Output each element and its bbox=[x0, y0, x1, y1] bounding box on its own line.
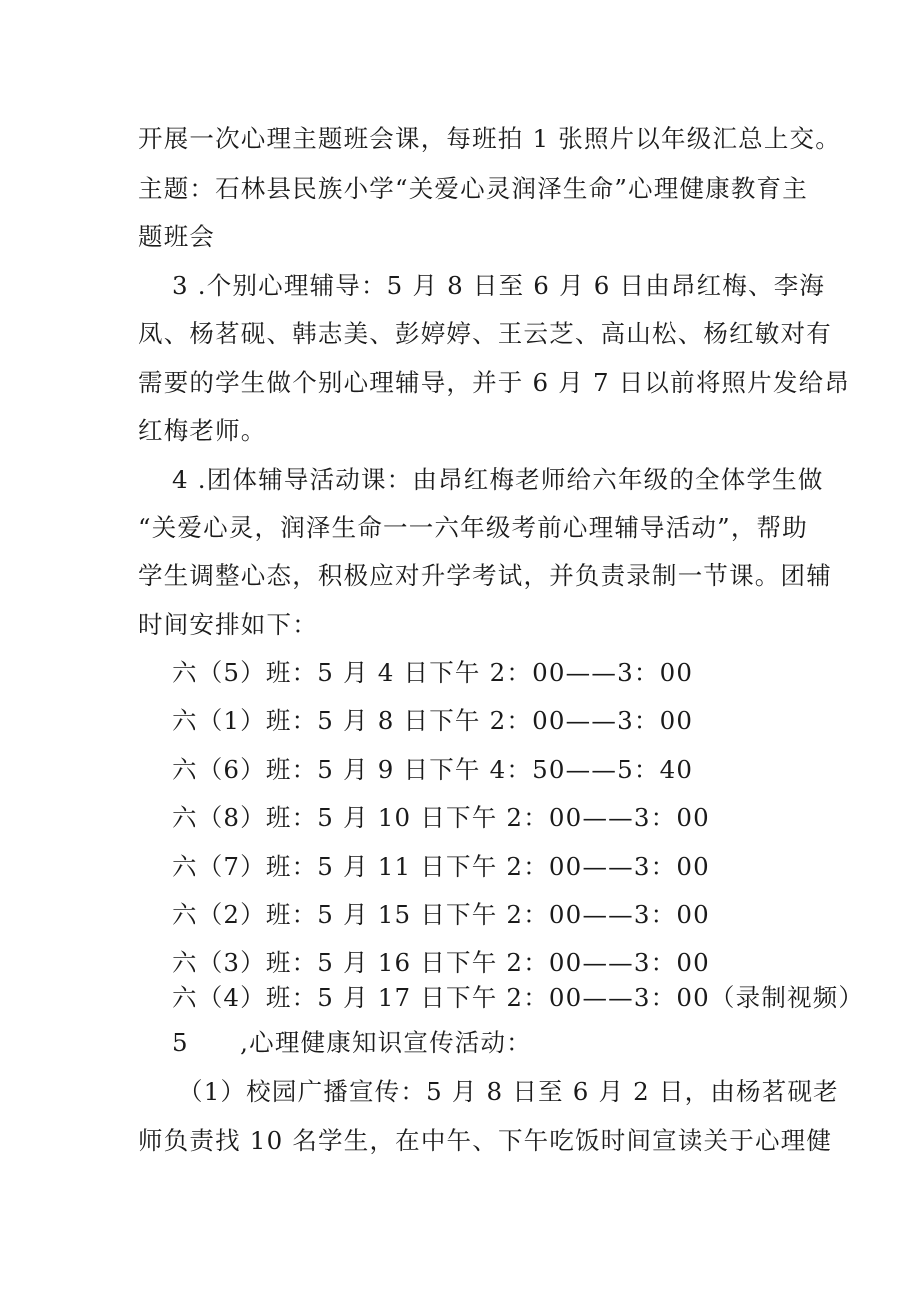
para3-line1: 4 .团体辅导活动课：由昂红梅老师给六年级的全体学生做 bbox=[172, 465, 824, 494]
para1-line3: 题班会 bbox=[138, 222, 216, 251]
para2-line1: 3 .个别心理辅导：5 月 8 日至 6 月 6 日由昂红梅、李海 bbox=[172, 271, 826, 300]
schedule-item: 六（1）班：5 月 8 日下午 2：00——3：00 bbox=[172, 706, 694, 735]
schedule-item: 六（8）班：5 月 10 日下午 2：00——3：00 bbox=[172, 803, 710, 832]
para1-line1: 开展一次心理主题班会课，每班拍 1 张照片以年级汇总上交。 bbox=[138, 124, 841, 153]
schedule-item: 六（7）班：5 月 11 日下午 2：00——3：00 bbox=[172, 852, 710, 881]
para1-line2: 主题：石林县民族小学“关爱心灵润泽生命”心理健康教育主 bbox=[138, 174, 808, 203]
para3-line2: “关爱心灵，润泽生命一一六年级考前心理辅导活动”，帮助 bbox=[138, 513, 808, 542]
para5-line2: 师负责找 10 名学生，在中午、下午吃饭时间宣读关于心理健 bbox=[138, 1126, 833, 1155]
schedule-item: 六（6）班：5 月 9 日下午 4：50——5：40 bbox=[172, 755, 694, 784]
para2-line2: 凤、杨茗砚、韩志美、彭婷婷、王云芝、高山松、杨红敏对有 bbox=[138, 319, 832, 348]
schedule-item: 六（3）班：5 月 16 日下午 2：00——3：00 bbox=[172, 948, 710, 977]
schedule-item: 六（4）班：5 月 17 日下午 2：00——3：00（录制视频） bbox=[172, 983, 865, 1012]
para2-line3: 需要的学生做个别心理辅导，并于 6 月 7 日以前将照片发给昂 bbox=[138, 368, 851, 397]
schedule-item: 六（2）班：5 月 15 日下午 2：00——3：00 bbox=[172, 900, 710, 929]
para3-line4: 时间安排如下： bbox=[138, 610, 318, 639]
para2-line4: 红梅老师。 bbox=[138, 416, 267, 445]
para4-line1: 5 ,心理健康知识宣传活动： bbox=[172, 1028, 532, 1057]
para5-line1: （1）校园广播宣传：5 月 8 日至 6 月 2 日，由杨茗砚老 bbox=[178, 1077, 839, 1106]
para3-line3: 学生调整心态，积极应对升学考试，并负责录制一节课。团辅 bbox=[138, 561, 832, 590]
schedule-item: 六（5）班：5 月 4 日下午 2：00——3：00 bbox=[172, 658, 694, 687]
